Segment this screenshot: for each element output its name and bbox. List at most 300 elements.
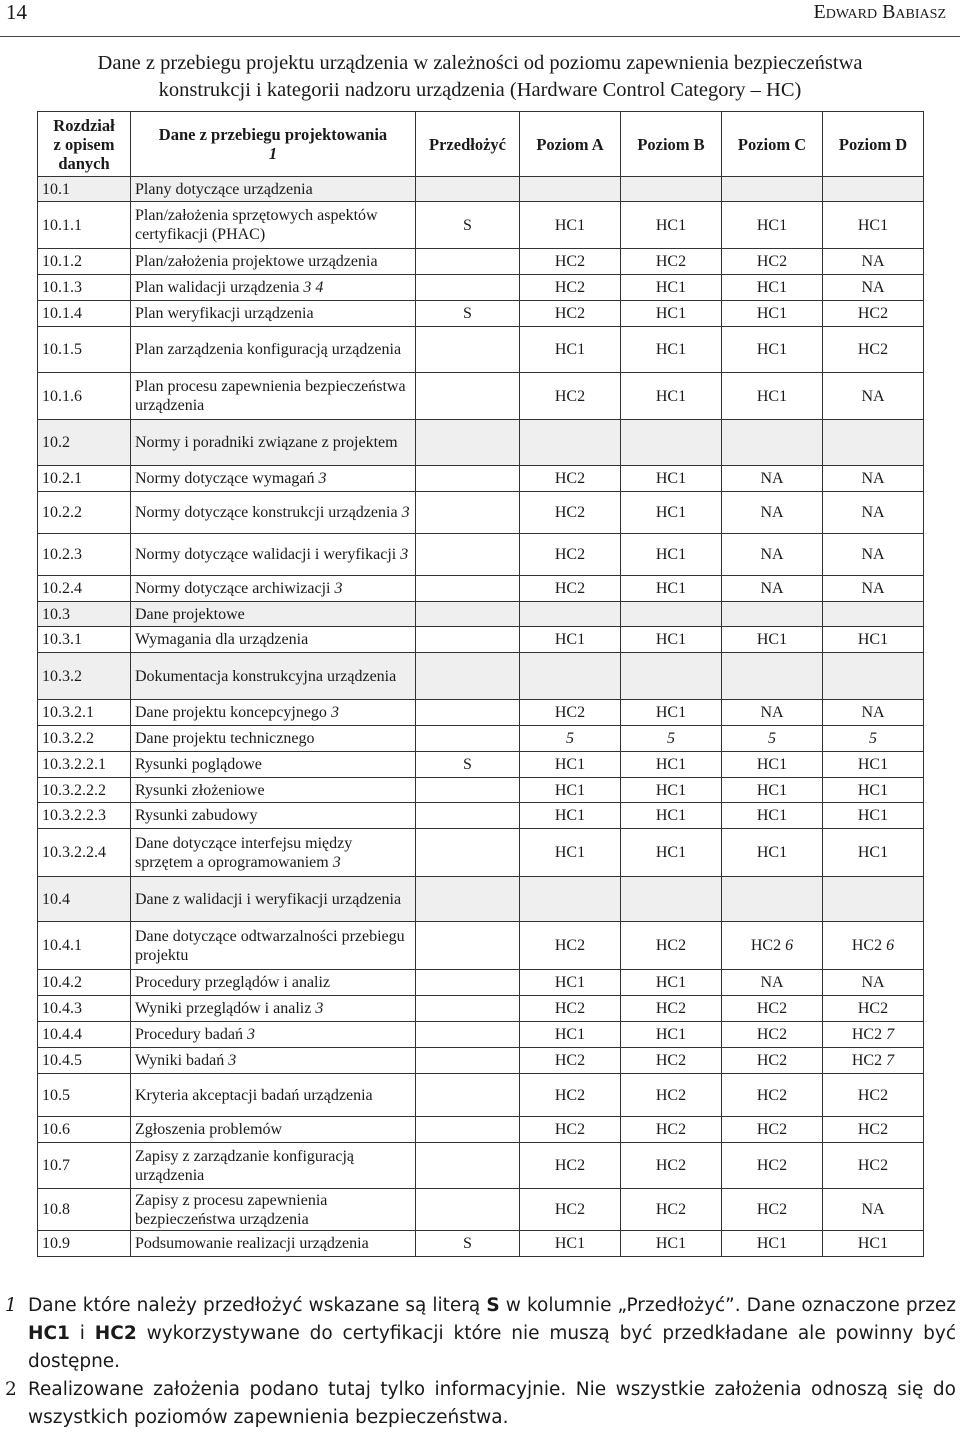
row-number: 10.1.2: [38, 249, 131, 275]
row-description: [131, 576, 416, 602]
row-level-b: [621, 803, 722, 829]
table-row: [38, 653, 924, 700]
table-header-row: [38, 112, 924, 177]
row-level-d: [823, 700, 924, 726]
row-description-text: Rysunki złożeniowe: [135, 781, 265, 799]
row-level-b: [621, 249, 722, 275]
row-number: 10.3.2.1: [38, 700, 131, 726]
row-level-c: [722, 700, 823, 726]
row-level-b-value: HC1: [655, 1235, 687, 1252]
row-level-b-value: 5: [667, 730, 675, 747]
row-description-text: Dane dotyczące odtwarzalności przebiegu projektu: [135, 927, 405, 964]
row-level-b-value: HC1: [655, 631, 687, 648]
table-row: [38, 466, 924, 492]
row-description-text: Normy dotyczące archiwizacji: [135, 580, 331, 597]
row-description: [131, 803, 416, 829]
row-level-a: [520, 1231, 621, 1257]
row-level-b-value: HC1: [655, 844, 687, 861]
row-description-text: Dane projektowe: [135, 605, 245, 623]
row-description-ref: 3: [246, 1026, 255, 1043]
row-level-d: [823, 492, 924, 534]
row-submit: [416, 602, 520, 627]
row-level-c-value: HC1: [756, 756, 788, 773]
row-level-b-value: HC1: [655, 580, 687, 597]
row-submit: [416, 700, 520, 726]
row-level-b-value: HC2: [655, 1201, 687, 1218]
row-level-b-value: HC1: [655, 279, 687, 296]
row-submit: [416, 726, 520, 752]
row-submit: [416, 249, 520, 275]
table-row: [38, 275, 924, 301]
row-level-b-value: HC2: [655, 1121, 687, 1138]
row-level-d: [823, 1189, 924, 1231]
row-level-d: [823, 327, 924, 373]
row-level-a: [520, 466, 621, 492]
row-level-c-ref: 6: [785, 937, 794, 954]
row-number: 10.2.2: [38, 492, 131, 534]
row-submit: [416, 275, 520, 301]
row-level-b: [621, 1143, 722, 1189]
row-level-a-value: HC2: [554, 1052, 586, 1069]
row-level-a: [520, 1117, 621, 1143]
row-level-d: [823, 803, 924, 829]
row-level-c: [722, 1231, 823, 1257]
row-description-ref: 3: [315, 1000, 324, 1017]
row-level-c: [722, 877, 823, 922]
row-level-a: [520, 492, 621, 534]
row-level-d-value: HC2: [857, 1086, 889, 1104]
row-description: [131, 653, 416, 700]
row-level-d: [823, 602, 924, 627]
row-submit: [416, 534, 520, 576]
row-level-b-value: HC2: [655, 253, 687, 270]
row-number: 10.1: [38, 177, 131, 202]
running-header: [0, 0, 960, 37]
row-level-d: [823, 1143, 924, 1189]
row-number: 10.4.4: [38, 1022, 131, 1048]
row-number: 10.9: [38, 1231, 131, 1257]
row-level-c-value: NA: [760, 974, 784, 991]
row-level-d-value: NA: [861, 1201, 885, 1218]
row-description-text: Plan walidacji urządzenia: [135, 279, 300, 296]
row-description-text: Plan/założenia projektowe urządzenia: [135, 253, 378, 270]
row-level-c: [722, 922, 823, 970]
footnote-1-part-1: Dane które należy przedłożyć wskazane są literą: [28, 1295, 481, 1316]
row-submit: [416, 1189, 520, 1231]
row-level-a-value: HC2: [554, 580, 586, 597]
table-row: [38, 1074, 924, 1117]
row-level-d-value: HC2: [851, 937, 883, 954]
row-level-c-value: HC1: [756, 844, 788, 861]
row-description: [131, 602, 416, 627]
row-level-c-value: HC2: [756, 1052, 788, 1069]
row-level-d-value: NA: [861, 470, 885, 487]
table-row: [38, 922, 924, 970]
row-level-d: [823, 996, 924, 1022]
row-description-ref: 3: [228, 1052, 237, 1069]
row-description-text: Dane projektu technicznego: [135, 730, 315, 747]
row-level-a: [520, 627, 621, 653]
footnote-1-number: 1: [5, 1295, 17, 1316]
row-number: 10.1.4: [38, 301, 131, 327]
row-level-c-value: NA: [760, 580, 784, 597]
row-description: [131, 301, 416, 327]
row-level-c: [722, 752, 823, 778]
row-level-a-value: HC2: [554, 504, 586, 521]
row-level-d-value: NA: [861, 387, 885, 405]
row-level-a-value: HC1: [554, 216, 586, 234]
row-level-a: [520, 420, 621, 466]
table-row: [38, 752, 924, 778]
row-level-b: [621, 700, 722, 726]
row-number: 10.4.2: [38, 970, 131, 996]
row-description-text: Dokumentacja konstrukcyjna urządzenia: [135, 667, 397, 685]
header-submit: Przedłożyć: [416, 112, 520, 177]
page-number: 14: [6, 0, 27, 24]
row-level-b: [621, 1117, 722, 1143]
row-number: 10.3.2.2.3: [38, 803, 131, 829]
row-level-a: [520, 778, 621, 803]
row-level-b-value: HC1: [655, 387, 687, 405]
row-level-b: [621, 576, 722, 602]
row-description-text: Procedury przeglądów i analiz: [135, 974, 331, 991]
row-level-d: [823, 653, 924, 700]
table-row: [38, 1048, 924, 1074]
table-row: [38, 877, 924, 922]
row-submit: [416, 922, 520, 970]
row-level-b: [621, 829, 722, 877]
row-description: [131, 877, 416, 922]
row-level-a-value: HC1: [554, 1026, 586, 1043]
row-level-c: [722, 803, 823, 829]
row-level-b-value: HC1: [655, 807, 687, 824]
table-row: [38, 420, 924, 466]
row-level-c-value: HC2: [756, 1026, 788, 1043]
row-level-c: [722, 1022, 823, 1048]
row-number: 10.3.2.2: [38, 726, 131, 752]
row-submit: [416, 576, 520, 602]
row-level-d: [823, 1074, 924, 1117]
row-level-b: [621, 301, 722, 327]
row-level-a: [520, 726, 621, 752]
row-number: 10.3.2.2.1: [38, 752, 131, 778]
row-level-b-value: HC1: [655, 504, 687, 521]
footnote-1-key-s: S: [486, 1295, 500, 1316]
running-author: Edward Babiasz: [813, 1, 946, 23]
row-level-a: [520, 576, 621, 602]
row-level-b: [621, 420, 722, 466]
row-description: [131, 922, 416, 970]
row-number: 10.5: [38, 1074, 131, 1117]
row-level-b: [621, 1022, 722, 1048]
row-level-b: [621, 726, 722, 752]
row-level-c-value: HC2: [756, 1121, 788, 1138]
row-level-c: [722, 420, 823, 466]
table-body: [38, 177, 924, 1257]
row-level-a-value: HC1: [554, 781, 586, 799]
row-level-c: [722, 249, 823, 275]
row-number: 10.3.2.2.2: [38, 778, 131, 803]
row-level-d-value: HC1: [857, 216, 889, 234]
row-description-text: Zgłoszenia problemów: [135, 1121, 283, 1138]
row-description: [131, 970, 416, 996]
row-level-b-value: HC1: [655, 1026, 687, 1043]
row-level-d: [823, 275, 924, 301]
row-level-a-value: HC2: [554, 279, 586, 296]
row-level-a: [520, 301, 621, 327]
row-level-d: [823, 752, 924, 778]
row-level-c-value: HC1: [756, 1235, 788, 1252]
row-level-d: [823, 627, 924, 653]
row-level-c-value: HC2: [750, 937, 782, 954]
row-level-d-value: NA: [861, 279, 885, 296]
row-level-c-value: HC2: [756, 1201, 788, 1218]
row-level-d-value: HC1: [857, 1235, 889, 1252]
row-level-d-value: 5: [869, 730, 877, 747]
row-description-ref: 3: [330, 704, 339, 721]
row-description-text: Normy i poradniki związane z projektem: [135, 434, 398, 451]
row-level-d: [823, 1231, 924, 1257]
row-level-a-value: HC2: [554, 387, 586, 405]
row-description-text: Zapisy z procesu zapewnienia bezpieczeństwa urządzenia: [135, 1191, 328, 1228]
row-level-a: [520, 373, 621, 420]
row-level-d-value: HC2: [857, 341, 889, 358]
row-level-c-value: HC1: [756, 216, 788, 234]
row-submit: [416, 466, 520, 492]
row-level-c-value: HC2: [756, 253, 788, 270]
row-level-c: [722, 970, 823, 996]
row-level-d-value: NA: [861, 974, 885, 991]
row-level-d: [823, 202, 924, 249]
row-number: 10.7: [38, 1143, 131, 1189]
row-description-text: Plan zarządzenia konfiguracją urządzenia: [135, 341, 402, 358]
row-level-c: [722, 1074, 823, 1117]
row-submit: [416, 829, 520, 877]
row-level-a-value: HC1: [554, 341, 586, 358]
footnote-2-number: 2: [5, 1379, 17, 1400]
footnote-1: [0, 1292, 960, 1376]
row-level-a-value: HC2: [554, 253, 586, 270]
table-title-line-2: konstrukcji i kategorii nadzoru urządzenia (Hardware Control Category – HC): [158, 79, 802, 101]
table-row: [38, 177, 924, 202]
row-level-d-value: HC1: [857, 781, 889, 799]
row-level-d: [823, 922, 924, 970]
row-level-d-value: HC1: [857, 631, 889, 648]
row-level-b-value: HC2: [655, 1157, 687, 1174]
row-level-b: [621, 534, 722, 576]
footnote-1-part-2: w kolumnie „Przedłożyć”. Dane oznaczone przez: [505, 1295, 957, 1316]
row-level-c: [722, 275, 823, 301]
row-number: 10.1.6: [38, 373, 131, 420]
row-level-a: [520, 602, 621, 627]
row-description: [131, 1022, 416, 1048]
footnote-2-text: Realizowane założenia podano tutaj tylko informacyjnie. Nie wszystkie założenia odnoszą się do wszystkich poziomów zapewnienia bezpieczeństwa.: [28, 1379, 956, 1428]
row-level-b: [621, 1231, 722, 1257]
row-description: [131, 492, 416, 534]
row-level-d: [823, 970, 924, 996]
row-level-c: [722, 1189, 823, 1231]
row-description: [131, 1117, 416, 1143]
row-level-a: [520, 249, 621, 275]
row-level-a-value: HC2: [554, 1121, 586, 1138]
row-level-c: [722, 177, 823, 202]
row-number: 10.8: [38, 1189, 131, 1231]
row-number: 10.3.2: [38, 653, 131, 700]
row-level-d-value: HC1: [857, 844, 889, 861]
row-description: [131, 1048, 416, 1074]
row-number: 10.6: [38, 1117, 131, 1143]
row-submit: [416, 1048, 520, 1074]
row-level-c: [722, 653, 823, 700]
row-level-d: [823, 466, 924, 492]
row-level-a: [520, 1189, 621, 1231]
row-submit: [416, 492, 520, 534]
row-description-text: Zapisy z zarządzanie konfiguracją urządzenia: [135, 1147, 354, 1184]
row-level-d: [823, 877, 924, 922]
row-level-d-ref: 6: [886, 937, 895, 954]
row-number: 10.4: [38, 877, 131, 922]
row-level-b: [621, 627, 722, 653]
row-level-a: [520, 970, 621, 996]
row-description-text: Wymagania dla urządzenia: [135, 631, 309, 648]
row-submit: [416, 1143, 520, 1189]
row-submit: [416, 653, 520, 700]
row-description-ref: 3: [318, 470, 327, 487]
design-data-table: [37, 111, 924, 1257]
row-level-b-value: HC2: [655, 1000, 687, 1017]
table-row: [38, 534, 924, 576]
row-submit: [416, 627, 520, 653]
row-level-d: [823, 1117, 924, 1143]
table-row: [38, 1189, 924, 1231]
row-description-text: Dane z walidacji i weryfikacji urządzenia: [135, 890, 402, 908]
row-level-a-value: HC1: [554, 1235, 586, 1252]
row-level-c: [722, 1143, 823, 1189]
row-level-d: [823, 576, 924, 602]
row-description: [131, 466, 416, 492]
row-level-d: [823, 829, 924, 877]
row-level-b: [621, 970, 722, 996]
row-level-a: [520, 752, 621, 778]
row-level-c-value: HC1: [756, 387, 788, 405]
table-title: [40, 50, 920, 104]
row-number: 10.4.5: [38, 1048, 131, 1074]
table-row: [38, 1117, 924, 1143]
row-level-b: [621, 996, 722, 1022]
row-level-b-value: HC1: [655, 470, 687, 487]
row-description: [131, 1189, 416, 1231]
row-level-a: [520, 1074, 621, 1117]
row-number: 10.3.1: [38, 627, 131, 653]
table-row: [38, 373, 924, 420]
table-row: [38, 778, 924, 803]
row-level-c-value: HC1: [756, 305, 788, 322]
row-description-text: Wyniki przeglądów i analiz: [135, 1000, 312, 1017]
row-submit: [416, 970, 520, 996]
row-description-text: Plan weryfikacji urządzenia: [135, 305, 314, 322]
header-level-d: Poziom D: [823, 112, 924, 177]
row-description: [131, 752, 416, 778]
row-level-a: [520, 202, 621, 249]
table-row: [38, 803, 924, 829]
row-description: [131, 177, 416, 202]
row-level-b: [621, 922, 722, 970]
row-level-c: [722, 778, 823, 803]
row-level-c-value: HC1: [756, 807, 788, 824]
row-level-d-ref: 7: [886, 1026, 895, 1043]
row-level-a: [520, 996, 621, 1022]
row-level-b-value: HC1: [655, 216, 687, 234]
row-submit: [416, 996, 520, 1022]
row-level-b: [621, 1048, 722, 1074]
row-submit: [416, 373, 520, 420]
row-description-ref: 3: [401, 504, 410, 521]
footnote-1-part-4: wykorzystywane do certyfikacji które nie muszą być przedkładane ale powinny być dostępne.: [28, 1323, 956, 1372]
row-level-d: [823, 534, 924, 576]
row-level-d-value: HC2: [857, 305, 889, 322]
row-description-ref: 3: [332, 853, 341, 871]
table-row: [38, 996, 924, 1022]
row-level-c-value: HC1: [756, 279, 788, 296]
row-description-text: Rysunki zabudowy: [135, 807, 258, 824]
row-level-d: [823, 778, 924, 803]
row-level-a-value: HC1: [554, 844, 586, 861]
row-level-c: [722, 327, 823, 373]
row-level-a: [520, 877, 621, 922]
row-level-a: [520, 534, 621, 576]
row-level-a-value: HC2: [554, 1201, 586, 1218]
row-level-d: [823, 301, 924, 327]
footnote-2: [0, 1376, 960, 1432]
row-level-c: [722, 1117, 823, 1143]
row-level-c-value: HC2: [756, 1157, 788, 1174]
row-description: [131, 327, 416, 373]
row-level-c-value: NA: [760, 504, 784, 521]
row-level-a-value: 5: [566, 730, 574, 747]
row-description-text: Dane projektu koncepcyjnego: [135, 704, 327, 721]
row-description-ref: 3 4: [303, 279, 324, 296]
row-submit: [416, 327, 520, 373]
table-row: [38, 301, 924, 327]
row-level-c-value: NA: [760, 704, 784, 721]
row-level-b-value: HC2: [655, 937, 687, 954]
row-level-d: [823, 249, 924, 275]
row-number: 10.2.4: [38, 576, 131, 602]
footnote-1-key-hc1: HC1: [28, 1323, 70, 1344]
row-level-c: [722, 627, 823, 653]
row-number: 10.2: [38, 420, 131, 466]
row-level-d: [823, 420, 924, 466]
row-level-a-value: HC2: [554, 704, 586, 721]
row-level-c: [722, 996, 823, 1022]
row-level-c: [722, 602, 823, 627]
row-level-a: [520, 177, 621, 202]
row-level-b-value: HC1: [655, 546, 687, 563]
row-level-b: [621, 602, 722, 627]
row-description-text: Rysunki poglądowe: [135, 756, 262, 773]
row-level-a-value: HC1: [554, 631, 586, 648]
row-description: [131, 1231, 416, 1257]
header-section: [38, 112, 131, 177]
table-row: [38, 1143, 924, 1189]
row-level-b: [621, 275, 722, 301]
row-level-b: [621, 373, 722, 420]
row-submit: [416, 1074, 520, 1117]
row-level-d-value: HC2: [851, 1052, 883, 1069]
row-level-c-value: HC1: [756, 631, 788, 648]
table-row: [38, 249, 924, 275]
row-description-text: Podsumowanie realizacji urządzenia: [135, 1235, 369, 1252]
